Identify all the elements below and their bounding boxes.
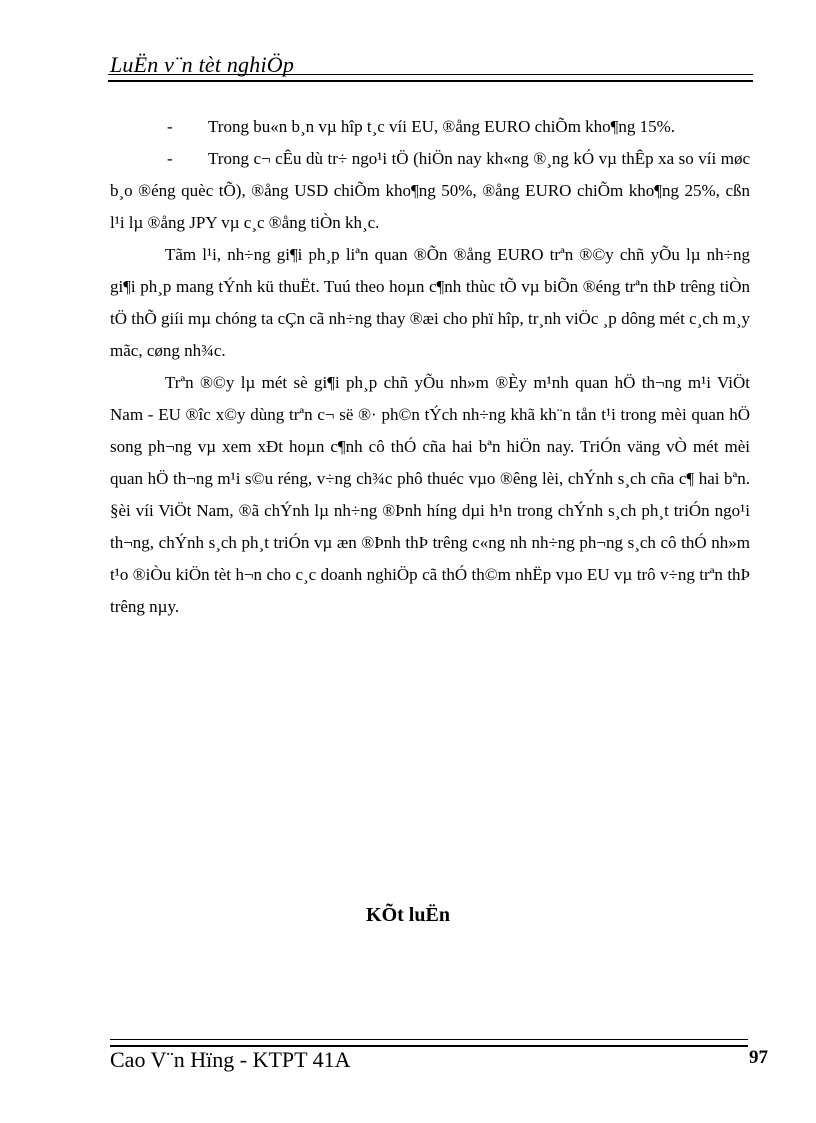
bullet-marker: - <box>167 149 173 168</box>
paragraph: Trªn ®©y lµ mét sè gi¶i ph¸p chñ yÕu nh»m ®Èy m¹nh quan hÖ th¬ng m¹i ViÖt Nam - EU ®îc x©y dùng trªn c¬ së ®· ph©n tÝch nh÷ng khã kh¨n tån t¹i trong mèi quan hÖ song ph¬ng vµ xem xÐt hoµn c¶nh cô thÓ cña hai bªn hiÖn nay. TriÓn väng vÒ mét mèi quan hÖ th¬ng m¹i s©u réng, v÷ng ch¾c phô thuéc vµo ®êng lèi, chÝnh s¸ch cña c¶ hai bªn. §èi víi ViÖt Nam, ®ã chÝnh lµ nh÷ng ®Þnh híng dµi h¹n trong chÝnh s¸ch ph¸t triÓn ngo¹i th¬ng, chÝnh s¸ch ph¸t triÓn vµ æn ®Þnh thÞ trêng c«ng nh nh÷ng ph¬ng s¸ch cô thÓ nh»m t¹o ®iÒu kiÖn tèt h¬n cho c¸c doanh nghiÖp cã thÓ th©m nhËp vµo EU vµ trô v÷ng trªn thÞ trêng nµy. <box>110 373 750 616</box>
header-title: LuËn v¨n tèt nghiÖp <box>110 52 295 77</box>
page-number: 97 <box>749 1047 768 1068</box>
paragraph: Tãm l¹i, nh÷ng gi¶i ph¸p liªn quan ®Õn ®ång EURO trªn ®©y chñ yÕu lµ nh÷ng gi¶i ph¸p mang tÝnh kü thuËt. Tuú theo hoµn c¶nh thùc tÕ vµ biÕn ®éng trªn thÞ trêng tiÒn tÖ thÕ giíi mµ chóng ta cÇn cã nh÷ng thay ®æi cho phï hîp, tr¸nh viÖc ¸p dông mét c¸ch m¸y mãc, cøng nh¾c. <box>110 245 750 360</box>
bullet-text: Trong bu«n b¸n vµ hîp t¸c víi EU, ®ång EURO chiÕm kho¶ng 15%. <box>208 117 676 136</box>
footer-author: Cao V¨n Hïng - KTPT 41A <box>110 1047 351 1072</box>
conclusion-heading: KÕt luËn <box>366 904 450 926</box>
footer-divider <box>110 1039 748 1047</box>
bullet-marker: - <box>167 117 173 136</box>
document-body <box>110 111 750 623</box>
bullet-item <box>110 111 750 143</box>
bullet-item <box>110 143 750 239</box>
bullet-text: Trong c¬ cÊu dù tr÷ ngo¹i tÖ (hiÖn nay kh«ng ®¸ng kÓ vµ thÊp xa so víi møc b¸o ®éng quèc tÕ), ®ång USD chiÕm kho¶ng 50%, ®ång EURO chiÕm kho¶ng 25%, cßn l¹i lµ ®ång JPY vµ c¸c ®ång tiÒn kh¸c. <box>110 149 750 232</box>
header-divider <box>108 74 753 82</box>
